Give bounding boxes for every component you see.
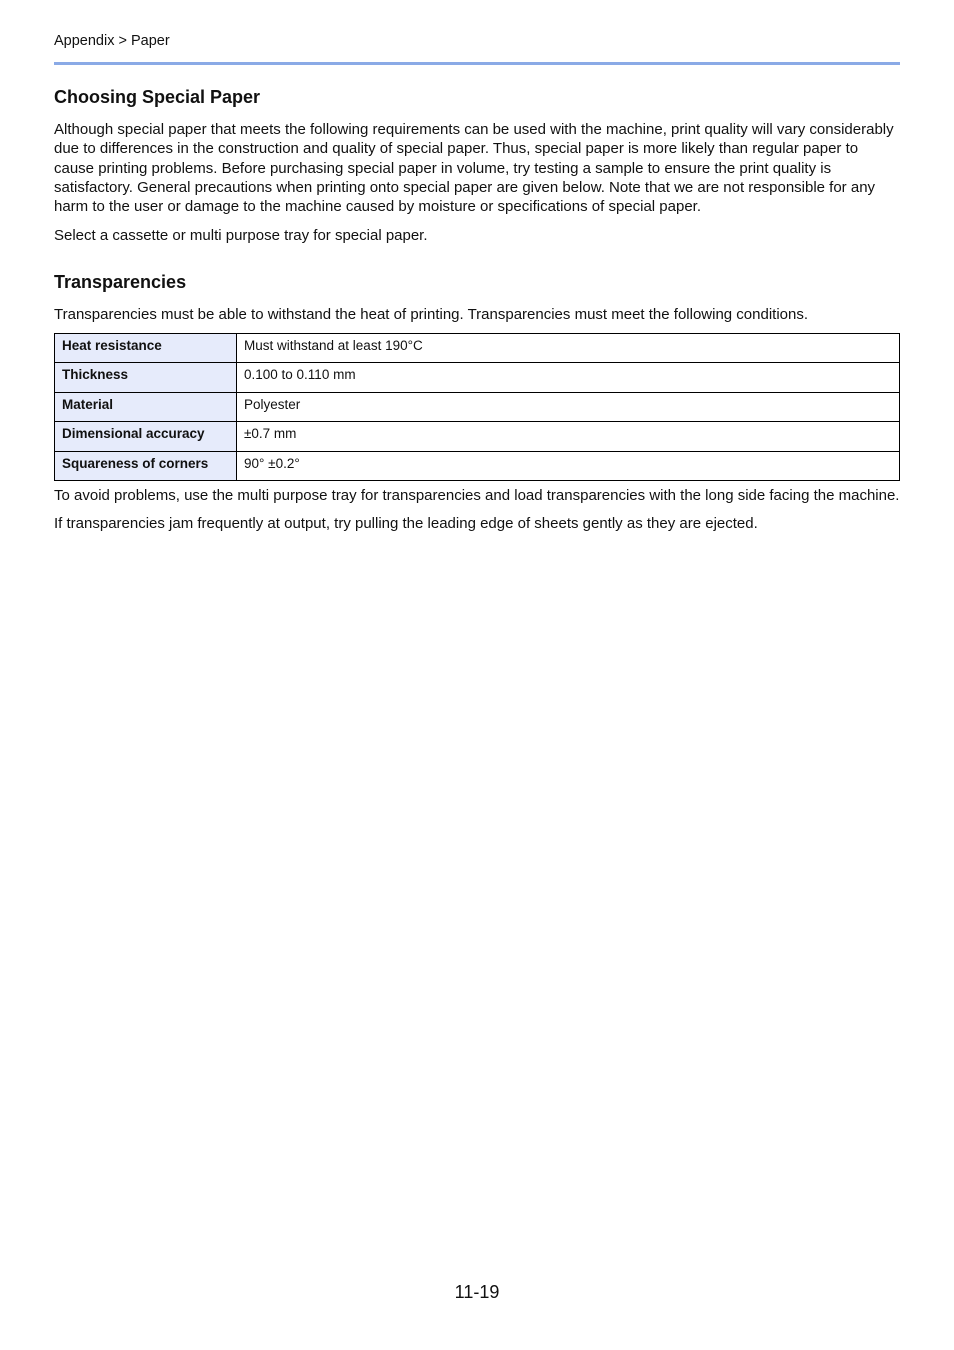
table-value-cell: Polyester xyxy=(237,392,900,421)
table-value-cell: Must withstand at least 190°C xyxy=(237,334,900,363)
choosing-paragraph-2: Select a cassette or multi purpose tray for special paper. xyxy=(54,227,428,245)
table-value-cell: ±0.7 mm xyxy=(237,422,900,451)
table-key-cell: Thickness xyxy=(55,363,237,392)
table-row xyxy=(55,422,900,451)
table-key-cell: Heat resistance xyxy=(55,334,237,363)
page-number: 11-19 xyxy=(454,1282,500,1302)
table-row xyxy=(55,334,900,363)
table-row xyxy=(55,363,900,392)
section-title-choosing-special-paper: Choosing Special Paper xyxy=(54,87,261,107)
breadcrumb: Appendix > Paper xyxy=(54,33,170,49)
table-value-cell: 90° ±0.2° xyxy=(237,451,900,480)
page-content xyxy=(54,86,900,534)
table-key-cell: Material xyxy=(55,392,237,421)
table-key-cell: Squareness of corners xyxy=(55,451,237,480)
section-title-transparencies: Transparencies xyxy=(54,271,187,292)
transparencies-intro: Transparencies must be able to withstand the heat of printing. Transparencies must meet the following conditions. xyxy=(54,305,809,323)
transparencies-note-1: To avoid problems, use the multi purpose tray for transparencies and load transparencies with the long side facing the machine. xyxy=(54,487,900,505)
table-value-cell: 0.100 to 0.110 mm xyxy=(237,363,900,392)
table-row xyxy=(55,392,900,421)
transparencies-note-2: If transparencies jam frequently at output, try pulling the leading edge of sheets gently as they are ejected. xyxy=(54,515,758,533)
header-divider xyxy=(54,62,900,65)
choosing-paragraph-1: Although special paper that meets the following requirements can be used with the machine, print quality will vary considerably due to differences in the construction and quality of special paper. Thus, special paper is more likely than regular paper to cause printing problems. Before purchasing special paper in volume, try testing a sample to ensure the print quality is satisfactory. General precautions when printing onto special paper are given below. Note that we are not responsible for any harm to the user or damage to the machine caused by moisture or specifications of special paper. xyxy=(54,121,894,216)
transparency-spec-table xyxy=(54,333,900,481)
table-row xyxy=(55,451,900,480)
table-key-cell: Dimensional accuracy xyxy=(55,422,237,451)
